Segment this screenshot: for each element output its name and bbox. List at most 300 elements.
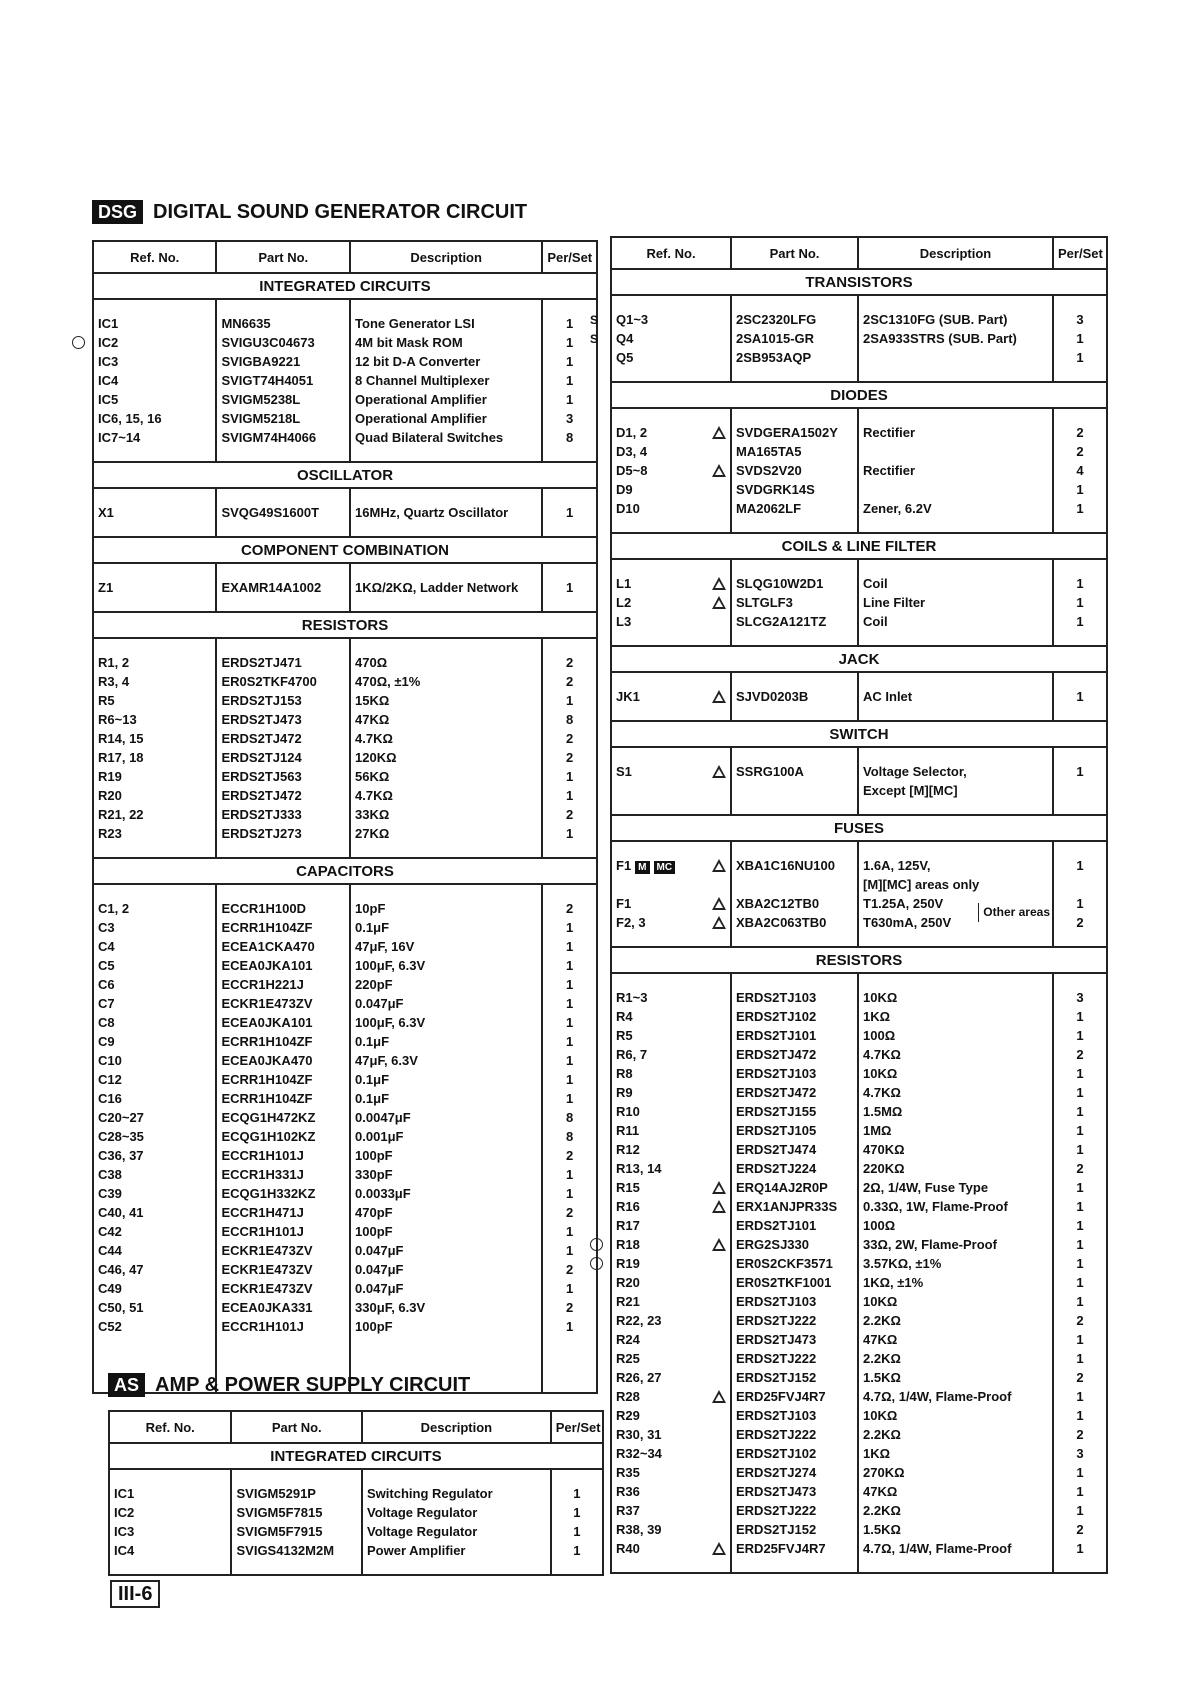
ref-text: S1 (616, 764, 632, 779)
ref-text: JK1 (616, 689, 640, 704)
spacer-cell (551, 1560, 603, 1575)
desc-cell: 270KΩ (858, 1463, 1053, 1482)
ref-text: C46, 47 (98, 1262, 144, 1277)
per-set-cell: 1 (1053, 1007, 1107, 1026)
spacer-cell (611, 631, 731, 646)
spacer-cell (731, 367, 858, 382)
desc-cell: Except [M][MC] (858, 781, 1053, 800)
ref-text: C8 (98, 1015, 115, 1030)
per-set-cell: 1 (542, 975, 597, 994)
part-cell: ECCR1H101J (216, 1317, 350, 1336)
spacer-cell (731, 295, 858, 310)
table-row (93, 691, 597, 710)
spacer-cell (858, 295, 1053, 310)
spacer-cell (731, 973, 858, 988)
desc-cell: 100μF, 6.3V (350, 956, 542, 975)
part-cell: ERX1ANJPR33S (731, 1197, 858, 1216)
per-set-cell: 1 (551, 1484, 603, 1503)
ref-cell (93, 767, 216, 786)
spacer-cell (731, 747, 858, 762)
spacer-cell (542, 488, 597, 503)
spacer-cell (1053, 559, 1107, 574)
per-set-cell: 1 (542, 503, 597, 522)
part-cell: XBA2C12TB0 (731, 894, 858, 913)
warning-triangle-icon (712, 1390, 726, 1403)
table-row (611, 1463, 1107, 1482)
per-set-cell: 1 (1053, 1254, 1107, 1273)
desc-cell: 10KΩ (858, 1064, 1053, 1083)
part-cell: ERDS2TJ105 (731, 1121, 858, 1140)
table-row (611, 1064, 1107, 1083)
table-row (611, 499, 1107, 518)
table-row (611, 856, 1107, 875)
spacer-cell (858, 706, 1053, 721)
table-row (611, 1235, 1107, 1254)
per-set-cell: 1 (1053, 1102, 1107, 1121)
circle-mark-icon (72, 336, 85, 349)
spacer-cell (858, 800, 1053, 815)
spacer-row (611, 408, 1107, 423)
table-row (93, 653, 597, 672)
spacer-row (611, 932, 1107, 947)
spacer-cell (1053, 631, 1107, 646)
desc-cell: 0.1μF (350, 1032, 542, 1051)
part-cell: SLQG10W2D1 (731, 574, 858, 593)
desc-cell: 0.1μF (350, 918, 542, 937)
desc-cell: 0.33Ω, 1W, Flame-Proof (858, 1197, 1053, 1216)
desc-cell: 10KΩ (858, 988, 1053, 1007)
ref-cell (93, 786, 216, 805)
table-row (93, 824, 597, 843)
spacer-row (93, 299, 597, 314)
table-row (611, 894, 1107, 913)
warning-triangle-icon (712, 690, 726, 703)
ref-cell (93, 994, 216, 1013)
part-cell: ERDS2TJ152 (731, 1520, 858, 1539)
ref-cell (611, 1064, 731, 1083)
desc-cell: 2.2KΩ (858, 1501, 1053, 1520)
ref-text: R5 (98, 693, 115, 708)
spacer-row (93, 638, 597, 653)
table-row (93, 409, 597, 428)
per-set-cell: 1 (542, 1070, 597, 1089)
ref-cell (93, 428, 216, 447)
sub-part-mark: S (590, 332, 599, 346)
desc-cell: Rectifier (858, 461, 1053, 480)
desc-cell: 330pF (350, 1165, 542, 1184)
spacer-cell (93, 299, 216, 314)
ref-cell (611, 1482, 731, 1501)
ref-text: R14, 15 (98, 731, 144, 746)
per-set-cell: 1 (542, 691, 597, 710)
ref-text: C52 (98, 1319, 122, 1334)
area-tag: MC (654, 861, 676, 874)
desc-cell: Switching Regulator (362, 1484, 551, 1503)
part-cell: ERDS2TJ224 (731, 1159, 858, 1178)
spacer-cell (858, 518, 1053, 533)
ref-cell (611, 781, 731, 800)
table-row (93, 428, 597, 447)
per-set-cell: 1 (542, 1279, 597, 1298)
table-row (93, 1089, 597, 1108)
table-row (611, 1007, 1107, 1026)
ref-cell (93, 1146, 216, 1165)
spacer-cell (858, 747, 1053, 762)
table-row (93, 937, 597, 956)
part-cell: SVIGM5238L (216, 390, 350, 409)
table-row (93, 1165, 597, 1184)
col-header-desc: Description (350, 241, 542, 273)
part-cell: ERDS2TJ473 (216, 710, 350, 729)
table-row (93, 1222, 597, 1241)
spacer-row (93, 447, 597, 462)
desc-cell: 470Ω, ±1% (350, 672, 542, 691)
desc-cell: 2SA933STRS (SUB. Part) (858, 329, 1053, 348)
circle-mark-icon (590, 1238, 603, 1251)
spacer-cell (93, 1336, 216, 1350)
ref-text: IC5 (98, 392, 119, 407)
ref-cell (93, 1222, 216, 1241)
warning-triangle-icon (712, 1238, 726, 1251)
desc-cell: [M][MC] areas only (858, 875, 1053, 894)
ref-text: IC1 (114, 1486, 135, 1501)
spacer-row (93, 597, 597, 612)
table-row (611, 1140, 1107, 1159)
ref-text: Q1~3 (616, 312, 649, 327)
per-set-cell: 1 (1053, 1197, 1107, 1216)
table-row (611, 1539, 1107, 1558)
spacer-cell (216, 299, 350, 314)
per-set-cell: 3 (1053, 310, 1107, 329)
table-row (109, 1522, 603, 1541)
desc-cell (858, 348, 1053, 367)
desc-cell: 100μF, 6.3V (350, 1013, 542, 1032)
spacer-cell (350, 299, 542, 314)
col-header-per: Per/Set (542, 241, 597, 273)
table-row (611, 1311, 1107, 1330)
ref-cell (93, 409, 216, 428)
ref-text: R36 (616, 1484, 640, 1499)
desc-cell: 27KΩ (350, 824, 542, 843)
part-cell: ER0S2TKF4700 (216, 672, 350, 691)
ref-cell (93, 352, 216, 371)
spacer-cell (216, 1350, 350, 1364)
ref-cell (611, 1254, 731, 1273)
desc-cell: 1KΩ/2KΩ, Ladder Network (350, 578, 542, 597)
table-row (93, 578, 597, 597)
spacer-cell (542, 1364, 597, 1378)
dsg-section-heading: DIGITAL SOUND GENERATOR CIRCUIT (153, 200, 528, 223)
table-row (93, 1298, 597, 1317)
spacer-cell (731, 518, 858, 533)
per-set-cell: 1 (542, 956, 597, 975)
per-set-cell: 8 (542, 428, 597, 447)
ref-text: IC7~14 (98, 430, 141, 445)
table-row (611, 1254, 1107, 1273)
part-cell: ERDS2TJ101 (731, 1216, 858, 1235)
table-row (93, 918, 597, 937)
ref-text: C1, 2 (98, 901, 130, 916)
desc-cell: Voltage Selector, (858, 762, 1053, 781)
ref-cell (611, 988, 731, 1007)
per-set-cell: 1 (1053, 499, 1107, 518)
part-cell: ECEA0JKA331 (216, 1298, 350, 1317)
spacer-cell (731, 672, 858, 687)
ref-text: D10 (616, 501, 640, 516)
part-cell: ERDS2TJ472 (731, 1045, 858, 1064)
table-row (611, 1330, 1107, 1349)
desc-cell: 100pF (350, 1222, 542, 1241)
per-set-cell: 1 (1053, 574, 1107, 593)
per-set-cell: 1 (542, 994, 597, 1013)
per-set-cell: 2 (1053, 1311, 1107, 1330)
desc-cell: 2.2KΩ (858, 1349, 1053, 1368)
ref-text: R1~3 (616, 990, 648, 1005)
part-cell: ECKR1E473ZV (216, 1279, 350, 1298)
ref-cell (611, 894, 731, 913)
fuse-other-areas-note: Other areas (978, 903, 1050, 922)
per-set-cell: 1 (542, 1184, 597, 1203)
ref-text: C12 (98, 1072, 122, 1087)
desc-cell: 1.6A, 125V, (858, 856, 1053, 875)
ref-cell (93, 710, 216, 729)
spacer-cell (611, 706, 731, 721)
spacer-cell (350, 638, 542, 653)
desc-cell: Zener, 6.2V (858, 499, 1053, 518)
part-cell: SVIGU3C04673 (216, 333, 350, 352)
spacer-cell (858, 367, 1053, 382)
per-set-cell: 1 (1053, 856, 1107, 875)
table-row (93, 899, 597, 918)
per-set-cell: 1 (1053, 1178, 1107, 1197)
table-row (93, 333, 597, 352)
desc-cell: 1KΩ (858, 1007, 1053, 1026)
col-header-per: Per/Set (1053, 237, 1107, 269)
desc-cell: Voltage Regulator (362, 1522, 551, 1541)
group-header-row (611, 269, 1107, 295)
ref-text: R9 (616, 1085, 633, 1100)
desc-cell: 47KΩ (858, 1482, 1053, 1501)
table-row (93, 994, 597, 1013)
per-set-cell: 1 (542, 937, 597, 956)
group-header-row (93, 537, 597, 563)
per-set-cell: 1 (542, 786, 597, 805)
per-set-cell: 1 (542, 767, 597, 786)
per-set-cell: 2 (542, 1203, 597, 1222)
ref-cell (93, 1032, 216, 1051)
table-row (93, 1051, 597, 1070)
ref-text: D9 (616, 482, 633, 497)
ref-cell (611, 1140, 731, 1159)
part-cell: ERDS2TJ563 (216, 767, 350, 786)
ref-text: C39 (98, 1186, 122, 1201)
ref-text: R6, 7 (616, 1047, 648, 1062)
part-cell: SVIGM5F7915 (231, 1522, 362, 1541)
part-cell: ERDS2TJ473 (731, 1482, 858, 1501)
spacer-cell (216, 884, 350, 899)
spacer-cell (1053, 932, 1107, 947)
desc-cell: 220pF (350, 975, 542, 994)
part-cell: ERDS2TJ155 (731, 1102, 858, 1121)
ref-text: R28 (616, 1389, 640, 1404)
part-cell: ERDS2TJ103 (731, 988, 858, 1007)
per-set-cell (1053, 781, 1107, 800)
ref-cell (93, 956, 216, 975)
warning-triangle-icon (712, 916, 726, 929)
desc-cell: 1.5MΩ (858, 1102, 1053, 1121)
dsg-section-tag: DSG (92, 200, 143, 224)
desc-cell: 2SC1310FG (SUB. Part) (858, 310, 1053, 329)
part-cell: MA2062LF (731, 499, 858, 518)
spacer-cell (611, 841, 731, 856)
spacer-cell (1053, 841, 1107, 856)
ref-cell (611, 1368, 731, 1387)
ref-text: R15 (616, 1180, 640, 1195)
per-set-cell: 3 (1053, 1444, 1107, 1463)
desc-cell: 2.2KΩ (858, 1311, 1053, 1330)
spacer-cell (611, 408, 731, 423)
table-row (93, 729, 597, 748)
spacer-cell (731, 932, 858, 947)
ref-cell (611, 1425, 731, 1444)
per-set-cell: 1 (542, 333, 597, 352)
per-set-cell: 2 (1053, 1520, 1107, 1539)
ref-cell (611, 875, 731, 894)
per-set-cell: 1 (1053, 480, 1107, 499)
ref-text: R21 (616, 1294, 640, 1309)
group-header-row (93, 612, 597, 638)
spacer-cell (231, 1469, 362, 1484)
ref-text: L1 (616, 576, 632, 591)
per-set-cell: 2 (1053, 1425, 1107, 1444)
spacer-row (611, 295, 1107, 310)
table-row (611, 687, 1107, 706)
part-cell: ERDS2TJ124 (216, 748, 350, 767)
ref-text: C40, 41 (98, 1205, 144, 1220)
group-header-row (109, 1443, 603, 1469)
ref-text: C50, 51 (98, 1300, 144, 1315)
ref-text: R25 (616, 1351, 640, 1366)
spacer-cell (216, 447, 350, 462)
table-row (611, 593, 1107, 612)
ref-text: R11 (616, 1123, 640, 1138)
part-cell: MA165TA5 (731, 442, 858, 461)
spacer-cell (611, 1558, 731, 1573)
desc-cell: 0.0047μF (350, 1108, 542, 1127)
ref-cell (611, 762, 731, 781)
desc-cell: 0.001μF (350, 1127, 542, 1146)
spacer-row (611, 672, 1107, 687)
spacer-row (611, 800, 1107, 815)
table-row (611, 1368, 1107, 1387)
per-set-cell: 1 (542, 1222, 597, 1241)
spacer-cell (216, 522, 350, 537)
table-row (93, 352, 597, 371)
per-set-cell: 1 (1053, 1273, 1107, 1292)
ref-cell (93, 918, 216, 937)
part-cell: EXAMR14A1002 (216, 578, 350, 597)
col-header-desc: Description (858, 237, 1053, 269)
col-header-part: Part No. (731, 237, 858, 269)
group-header: FUSES (611, 815, 1107, 841)
desc-cell: 100Ω (858, 1216, 1053, 1235)
spacer-row (93, 843, 597, 858)
spacer-cell (542, 597, 597, 612)
spacer-cell (858, 1558, 1053, 1573)
per-set-cell: 1 (1053, 1140, 1107, 1159)
ref-cell (611, 1178, 731, 1197)
ref-cell (611, 1026, 731, 1045)
ref-text: C7 (98, 996, 115, 1011)
per-set-cell: 1 (542, 1241, 597, 1260)
desc-cell: 1KΩ, ±1% (858, 1273, 1053, 1292)
spacer-cell (1053, 367, 1107, 382)
part-cell: SVIGM74H4066 (216, 428, 350, 447)
desc-cell: 0.1μF (350, 1089, 542, 1108)
part-cell: SJVD0203B (731, 687, 858, 706)
desc-cell: 47μF, 6.3V (350, 1051, 542, 1070)
ref-cell (93, 1203, 216, 1222)
ref-cell (590, 329, 731, 348)
spacer-row (611, 518, 1107, 533)
ref-text: IC2 (98, 335, 119, 350)
spacer-cell (350, 1350, 542, 1364)
ref-text: F2, 3 (616, 915, 646, 930)
desc-cell: T1.25A, 250V Other areas (858, 894, 1053, 913)
ref-cell (93, 729, 216, 748)
part-cell: 2SC2320LFG (731, 310, 858, 329)
spacer-cell (93, 638, 216, 653)
spacer-cell (93, 522, 216, 537)
spacer-cell (1053, 1558, 1107, 1573)
spacer-cell (858, 973, 1053, 988)
ref-cell (611, 1121, 731, 1140)
desc-cell: 120KΩ (350, 748, 542, 767)
ref-text: C3 (98, 920, 115, 935)
ref-text: C36, 37 (98, 1148, 144, 1163)
desc-cell: 16MHz, Quartz Oscillator (350, 503, 542, 522)
table-row (93, 672, 597, 691)
per-set-cell: 1 (1053, 1387, 1107, 1406)
table-row (611, 988, 1107, 1007)
ref-text: C10 (98, 1053, 122, 1068)
ref-text: D5~8 (616, 463, 648, 478)
spacer-cell (611, 932, 731, 947)
warning-triangle-icon (712, 859, 726, 872)
ref-text: R37 (616, 1503, 640, 1518)
ref-cell (109, 1503, 231, 1522)
warning-triangle-icon (712, 897, 726, 910)
part-cell: ECEA1CKA470 (216, 937, 350, 956)
warning-triangle-icon (712, 765, 726, 778)
per-set-cell: 1 (1053, 348, 1107, 367)
ref-cell (93, 1298, 216, 1317)
group-header-row (93, 273, 597, 299)
part-cell (731, 781, 858, 800)
ref-text: R40 (616, 1541, 640, 1556)
part-cell: ECQG1H102KZ (216, 1127, 350, 1146)
spacer-cell (350, 447, 542, 462)
spacer-cell (350, 843, 542, 858)
part-cell: ERDS2TJ471 (216, 653, 350, 672)
group-header-row (93, 462, 597, 488)
per-set-cell: 2 (1053, 1159, 1107, 1178)
part-cell: ERDS2TJ333 (216, 805, 350, 824)
table-row (93, 767, 597, 786)
ref-cell (93, 748, 216, 767)
ref-cell (611, 1197, 731, 1216)
table-row (611, 1520, 1107, 1539)
